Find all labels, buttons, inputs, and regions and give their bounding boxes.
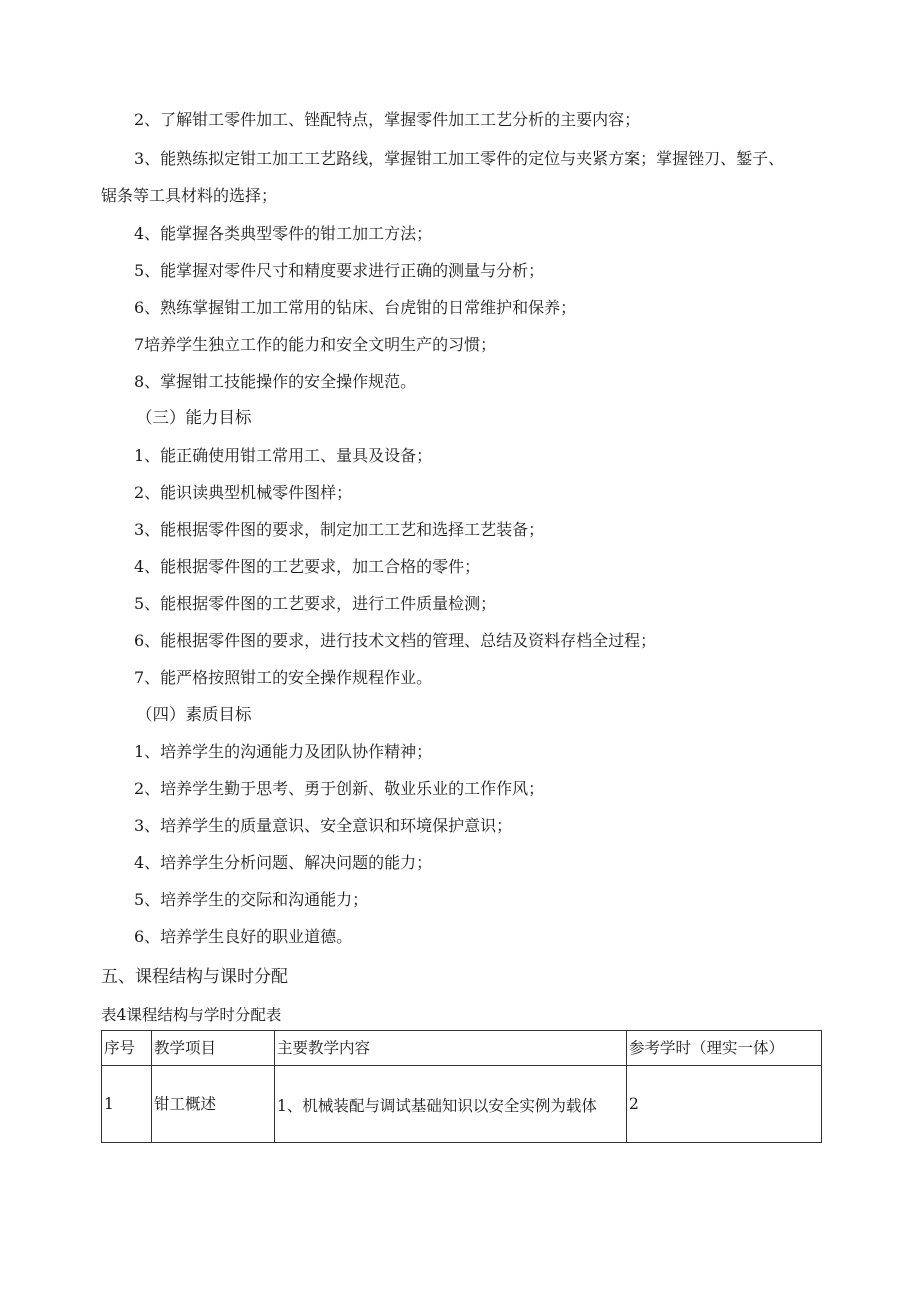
ability-item-2: 2、能识读典型机械零件图样； (134, 483, 353, 502)
quality-item-1: 1、培养学生的沟通能力及团队协作精神； (134, 742, 433, 761)
knowledge-item-7: 7培养学生独立工作的能力和安全文明生产的习惯； (134, 335, 497, 354)
course-structure-table (101, 1030, 822, 1143)
ability-item-5: 5、能根据零件图的工艺要求，进行工件质量检测； (134, 594, 497, 613)
header-content: 主要教学内容 (275, 1031, 627, 1066)
cell-hours: 2 (627, 1066, 822, 1143)
ability-item-7: 7、能严格按照钳工的安全操作规程作业。 (134, 668, 433, 687)
cell-index: 1 (102, 1066, 152, 1143)
quality-item-4: 4、培养学生分析问题、解决问题的能力； (134, 853, 433, 872)
knowledge-item-2: 2、了解钳工零件加工、锉配特点，掌握零件加工工艺分析的主要内容； (134, 110, 641, 129)
ability-item-3: 3、能根据零件图的要求，制定加工工艺和选择工艺装备； (134, 520, 545, 539)
ability-heading: （三）能力目标 (136, 408, 252, 427)
header-hours: 参考学时（理实一体） (627, 1031, 822, 1066)
knowledge-item-3: 3、能熟练拟定钳工加工工艺路线，掌握钳工加工零件的定位与夹紧方案；掌握锉刀、錾子、 (134, 149, 785, 168)
knowledge-item-4: 4、能掌握各类典型零件的钳工加工方法； (134, 224, 433, 243)
header-index: 序号 (102, 1031, 152, 1066)
quality-item-5: 5、培养学生的交际和沟通能力； (134, 890, 369, 909)
table-row (102, 1066, 822, 1143)
ability-item-4: 4、能根据零件图的工艺要求，加工合格的零件； (134, 557, 481, 576)
quality-item-2: 2、培养学生勤于思考、勇于创新、敬业乐业的工作作风； (134, 779, 545, 798)
knowledge-item-3-cont: 锯条等工具材料的选择； (101, 186, 278, 205)
section-title: 五、课程结构与课时分配 (101, 967, 288, 987)
quality-heading: （四）素质目标 (136, 705, 252, 724)
table-header-row (102, 1031, 822, 1066)
knowledge-item-8: 8、掌握钳工技能操作的安全操作规范。 (134, 372, 417, 391)
quality-item-6: 6、培养学生良好的职业道德。 (134, 927, 353, 946)
cell-content: 1、机械装配与调试基础知识以安全实例为载体 (275, 1066, 627, 1143)
quality-item-3: 3、培养学生的质量意识、安全意识和环境保护意识； (134, 816, 513, 835)
knowledge-item-5: 5、能掌握对零件尺寸和精度要求进行正确的测量与分析； (134, 261, 545, 280)
ability-item-6: 6、能根据零件图的要求，进行技术文档的管理、总结及资料存档全过程； (134, 631, 657, 650)
knowledge-item-6: 6、熟练掌握钳工加工常用的钻床、台虎钳的日常维护和保养； (134, 298, 577, 317)
ability-item-1: 1、能正确使用钳工常用工、量具及设备； (134, 446, 433, 465)
cell-project: 钳工概述 (152, 1066, 275, 1143)
header-project: 教学项目 (152, 1031, 275, 1066)
table-caption: 表4课程结构与学时分配表 (101, 1006, 282, 1024)
